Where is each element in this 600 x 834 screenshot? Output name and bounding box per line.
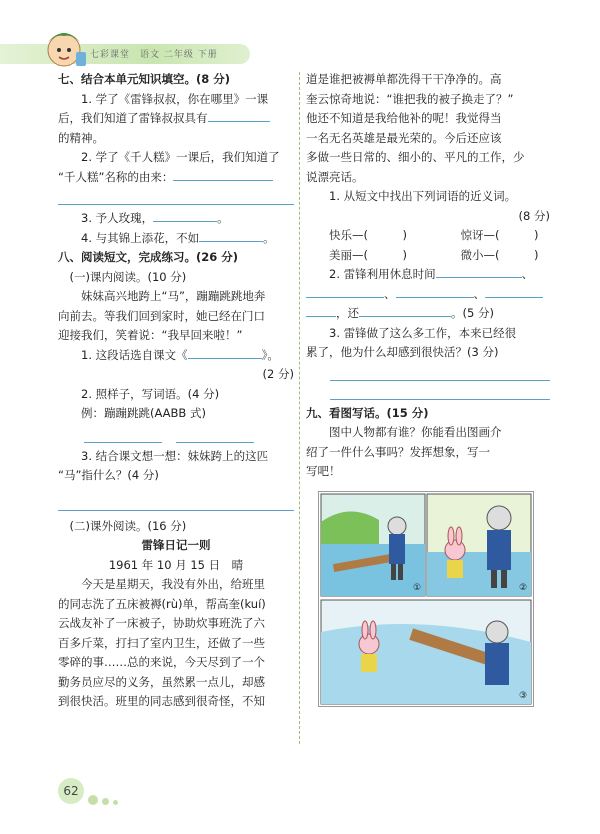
s7-q2-line1: 2. 学了《千人糕》一课后，我们知道了	[81, 150, 280, 164]
p2-q2-line3	[306, 304, 550, 324]
p1-q3-line1: 3. 结合课文想一想：妹妹跨上的这匹	[81, 448, 269, 463]
p1-q2: 2. 照样子，写词语。(4 分)	[81, 386, 220, 401]
p1-q1-text: 1. 这段话选自课文《	[81, 347, 188, 362]
right-column	[306, 70, 550, 482]
answer-blank[interactable]	[436, 266, 522, 279]
synonym-item[interactable]: 惊讶—( )	[460, 228, 539, 242]
header-book-title: 七彩课堂 语文 二年级 下册	[90, 50, 218, 60]
p1-q1	[58, 346, 294, 366]
decorative-dots	[88, 790, 122, 809]
answer-lines[interactable]	[84, 428, 254, 443]
synonym-row	[306, 226, 550, 246]
answer-blank[interactable]	[396, 285, 474, 298]
mascot-icon	[36, 20, 90, 74]
p1-q1-end: 》。	[261, 347, 279, 362]
answer-line[interactable]	[330, 385, 550, 400]
answer-line[interactable]	[58, 496, 294, 511]
p2-q2-score: 。(5 分)	[451, 306, 494, 320]
diary-title: 雷锋日记一则	[141, 538, 211, 552]
diary-line: 零碎的事……总的来说，今天尽到了一个	[58, 655, 265, 669]
synonym-row	[306, 246, 550, 266]
synonym-item[interactable]: 美丽—( )	[329, 247, 407, 262]
s7-q1-line3: 的精神。	[58, 130, 104, 145]
diary-line: 道是谁把被褥单都洗得干干净净的。高	[306, 72, 502, 86]
answer-blank[interactable]	[173, 168, 273, 181]
passage1-line1: 妹妹高兴地跨上“马”，蹦蹦跳跳地奔	[81, 289, 266, 303]
answer-blank[interactable]	[153, 210, 217, 223]
p2-q2-line2: 、 、	[306, 285, 550, 305]
story-illustration	[319, 492, 533, 706]
page-number: 62	[58, 778, 84, 804]
answer-blank[interactable]	[306, 305, 336, 318]
diary-line: 的同志洗了五床被褥(rù)单，帮高奎(kuí)	[58, 596, 266, 611]
s7-q1-line2	[58, 109, 294, 129]
section-7-title: 七、结合本单元知识填空。(8 分)	[58, 72, 231, 86]
answer-blank[interactable]	[199, 229, 263, 242]
s7-q4: 4. 与其锦上添花，不如 。	[81, 230, 275, 245]
diary-line: 云战友补了一床被子，协助炊事班洗了六	[58, 616, 265, 630]
s7-q4-text: 4. 与其锦上添花，不如	[81, 230, 200, 245]
s9-line: 绍了一件什么事吗？发挥想象，写一	[306, 444, 490, 459]
s9-line: 图中人物都有谁？你能看出图画介	[329, 425, 502, 439]
p1-q2-example: 例：蹦蹦跳跳(AABB 式)	[81, 406, 206, 420]
synonym-item[interactable]: 快乐—( )	[329, 228, 407, 242]
diary-line: 百多斤菜，打扫了室内卫生，还做了一些	[58, 635, 265, 650]
diary-line: 多做一些日常的、细小的、平凡的工作，少	[306, 150, 525, 164]
diary-line: 今天是星期天，我没有外出，给班里	[81, 577, 265, 591]
left-column	[58, 70, 294, 712]
s7-q2-text: “千人糕”名称的由来：	[58, 169, 174, 184]
answer-blank[interactable]	[359, 305, 451, 318]
picture-story	[318, 491, 534, 707]
p2-q2-end: ，还	[336, 306, 359, 320]
s9-line: 写吧！	[306, 464, 341, 478]
column-divider	[299, 72, 300, 744]
answer-blank[interactable]	[208, 110, 270, 123]
answer-blank[interactable]	[188, 346, 262, 359]
passage1-line3: 迎接我们，笑着说：“我早回来啦！”	[58, 328, 243, 342]
s7-q3: 3. 予人玫瑰， 。	[81, 211, 229, 225]
passage1-line2: 向前去。等我们回到家时，她已经在门口	[58, 308, 265, 323]
panel-2-label: ②	[519, 583, 528, 593]
section-8-title: 八、阅读短文，完成练习。(26 分)	[58, 250, 239, 264]
p2-q2-sep: 、	[384, 286, 396, 301]
answer-line[interactable]	[330, 366, 550, 381]
p2-q3-line2: 累了，他为什么却感到很快活？(3 分)	[306, 345, 499, 359]
diary-line: 一名无名英雄是最光荣的。今后还应该	[306, 130, 502, 145]
s7-q2-line2	[58, 168, 294, 188]
s7-q1-line1: 1. 学了《雷锋叔叔，你在哪里》一课	[81, 91, 269, 106]
diary-line: 说漂亮话。	[306, 169, 364, 184]
part-2-title: (二)课外阅读。(16 分)	[69, 518, 187, 533]
p2-q1-score: (8 分)	[518, 208, 550, 223]
p2-q2-text: 2. 雷锋利用休息时间	[329, 267, 436, 281]
diary-line: 他还不知道是我给他补的呢！我觉得当	[306, 111, 502, 125]
diary-line: 勤务员应尽的义务，虽然累一点儿，却感	[58, 674, 265, 689]
diary-line: 到很快活。班里的同志感到很奇怪，不知	[58, 694, 265, 708]
answer-line[interactable]	[58, 190, 294, 205]
p1-q1-score: (2 分)	[262, 367, 294, 381]
p2-q1: 1. 从短文中找出下列词语的近义词。	[329, 189, 517, 203]
diary-line: 奎云惊奇地说：“谁把我的被子换走了？”	[306, 91, 514, 106]
p2-q3-line1: 3. 雷锋做了这么多工作，本来已经很	[329, 325, 517, 340]
part-1-title: (一)课内阅读。(10 分)	[69, 269, 187, 284]
answer-blank[interactable]	[306, 285, 384, 298]
p2-q2: 2. 雷锋利用休息时间 、	[329, 267, 534, 281]
synonym-item[interactable]: 微小—( )	[460, 247, 539, 262]
s7-q1-text: 后，我们知道了雷锋叔叔具有	[58, 111, 208, 125]
p1-q3-line2: “马”指什么？(4 分)	[58, 468, 159, 482]
panel-3-label: ③	[519, 691, 528, 701]
section-9-title: 九、看图写话。(15 分)	[306, 405, 429, 420]
s7-q3-text: 3. 予人玫瑰，	[81, 211, 154, 225]
answer-blank[interactable]	[485, 285, 543, 298]
panel-1-label: ①	[413, 583, 422, 593]
diary-date: 1961 年 10 月 15 日 晴	[108, 557, 244, 572]
